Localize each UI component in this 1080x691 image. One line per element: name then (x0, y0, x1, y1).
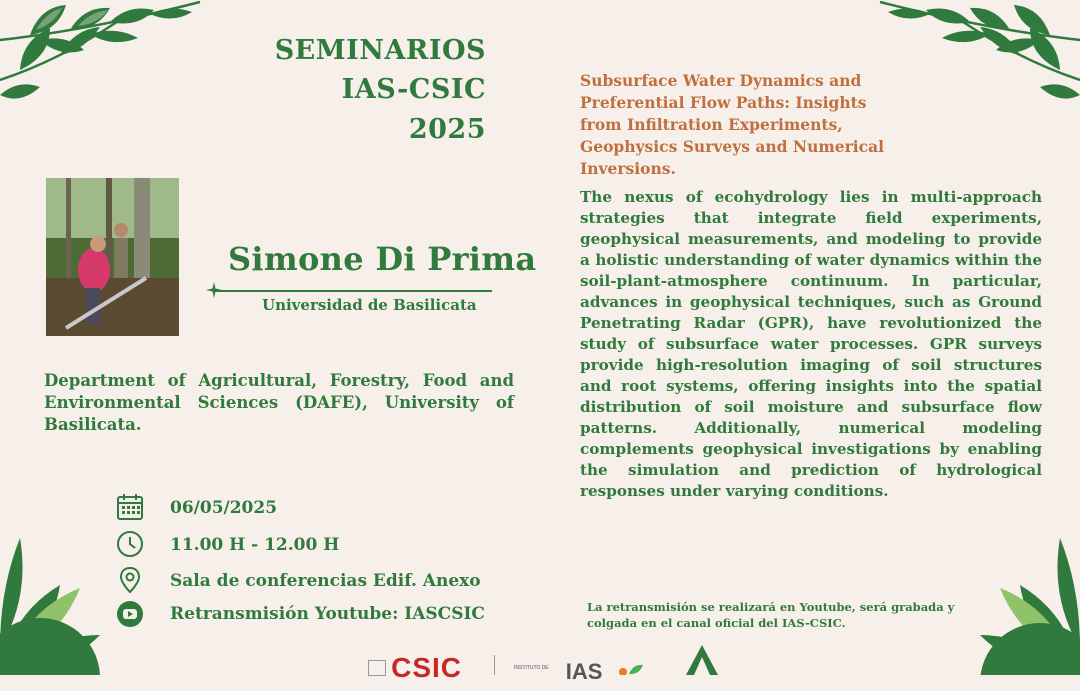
calendar-icon (116, 493, 144, 521)
speaker-photo (46, 178, 179, 336)
seminar-year: 2025 (408, 114, 486, 145)
csic-logo (368, 652, 462, 684)
ias-logo (514, 659, 603, 691)
leaf-decoration-top-left (0, 0, 210, 135)
seminar-series-title: SEMINARIOS (274, 35, 486, 66)
speaker-department: Department of Agricultural, Forestry, Food and Environmental Sciences (DAFE), University of Basilicata. (44, 371, 514, 434)
ias-logo-text: IAS (565, 659, 603, 684)
talk-title: Subsurface Water Dynamics and Preferential Flow Paths: Insights from Infiltration Experiments, Geophysics Surveys and Numerical Inversions. (580, 71, 885, 178)
event-location: Sala de conferencias Edif. Anexo (170, 571, 481, 591)
event-date: 06/05/2025 (170, 498, 278, 518)
csic-logo-text: CSIC (391, 652, 462, 683)
ias-leaf-mark (617, 664, 645, 675)
talk-abstract: The nexus of ecohydrology lies in multi-approach strategies that integrate field experiments, geophysical measurements, and modeling to provide a holistic understanding of water dynamics within the soil-plant-atmosphere continuum. In particular, advances in geophysical techniques, such as Ground Penetrating Radar (GPR), have revolutionized the study of subsurface water processes. GPR surveys provide high-resolution imaging of soil structures and root systems, offering insights into the spatial distribution of soil moisture and subsurface flow patterns. Additionally, numerical modeling complements geophysical investigations by enabling the simulation and prediction of hydrological responses under varying conditions. (580, 188, 1042, 500)
broadcast-notice: La retransmisión se realizará en Youtube, será grabada y colgada en el canal oficial del IAS-CSIC. (587, 600, 955, 630)
junta-andalucia-logo (682, 643, 722, 675)
name-divider (214, 290, 492, 292)
youtube-icon (116, 600, 144, 628)
ias-logo-prefix: INSTITUTO DE (514, 665, 549, 671)
leaf-decoration-bottom-left (0, 528, 110, 675)
event-stream: Retransmisión Youtube: IASCSIC (170, 604, 485, 624)
speaker-name: Simone Di Prima (228, 240, 537, 278)
location-pin-icon (118, 566, 142, 594)
logo-separator (494, 655, 495, 675)
event-time: 11.00 H - 12.00 H (170, 535, 340, 555)
institute-name: IAS-CSIC (341, 74, 486, 105)
speaker-affiliation: Universidad de Basilicata (262, 296, 477, 314)
leaf-decoration-top-right (870, 0, 1080, 135)
clock-icon (116, 530, 144, 558)
